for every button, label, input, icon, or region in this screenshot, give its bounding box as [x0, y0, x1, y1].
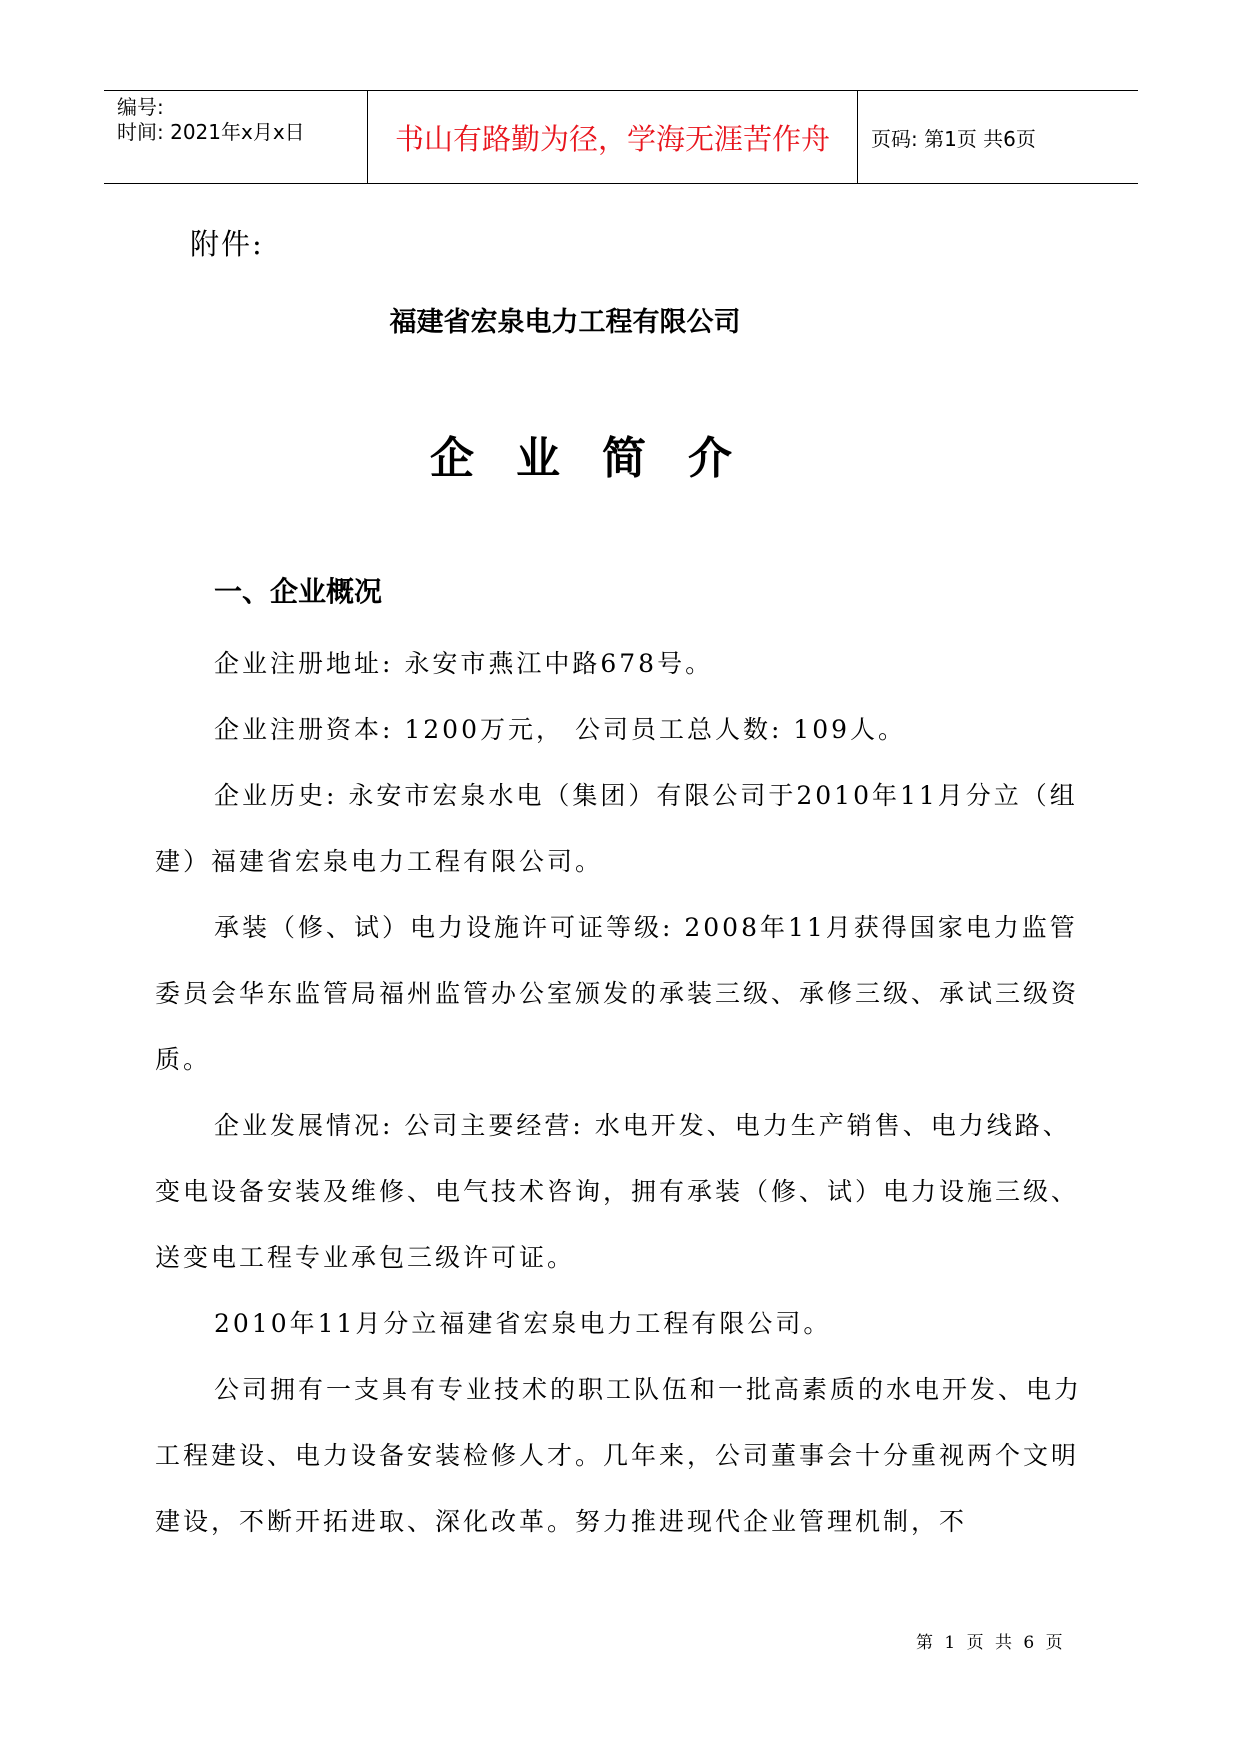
- attachment-label: 附件:: [190, 227, 264, 261]
- time-label: 时间: 2021年x月x日: [117, 120, 305, 144]
- paragraph-capital: 企业注册资本: 1200万元， 公司员工总人数: 109人。: [214, 715, 907, 744]
- document-body: [155, 631, 1085, 1555]
- paragraph-team: 公司拥有一支具有专业技术的职工队伍和一批高素质的水电开发、电力工程建设、电力设备安装检修人才。几年来，公司董事会十分重视两个文明建设，不断开拓进取、深化改革。努力推进现代企业管理机制，不: [155, 1375, 1083, 1536]
- number-label: 编号:: [117, 95, 164, 119]
- paragraph-history: 企业历史: 永安市宏泉水电（集团）有限公司于2010年11月分立（组建）福建省宏泉电力工程有限公司。: [155, 781, 1078, 876]
- header-motto: 书山有路勤为径，学海无涯苦作舟: [368, 91, 858, 183]
- paragraph-address: 企业注册地址: 永安市燕江中路678号。: [214, 649, 714, 678]
- header-page-info: 页码: 第1页 共6页: [871, 126, 1036, 151]
- document-title: 企业简介: [430, 433, 774, 484]
- paragraph-license: 承装（修、试）电力设施许可证等级: 2008年11月获得国家电力监管委员会华东监管局福州监管办公室颁发的承装三级、承修三级、承试三级资质。: [155, 913, 1080, 1074]
- section-heading: 一、企业概况: [214, 575, 383, 608]
- header-meta: [104, 91, 368, 183]
- page-header: [104, 90, 1138, 184]
- paragraph-split: 2010年11月分立福建省宏泉电力工程有限公司。: [214, 1309, 832, 1338]
- paragraph-development: 企业发展情况: 公司主要经营: 水电开发、电力生产销售、电力线路、变电设备安装及维修、电气技术咨询，拥有承装（修、试）电力设施三级、送变电工程专业承包三级许可证。: [155, 1111, 1080, 1272]
- company-name: 福建省宏泉电力工程有限公司: [389, 307, 741, 338]
- page-footer: 第 1 页 共 6 页: [916, 1633, 1066, 1653]
